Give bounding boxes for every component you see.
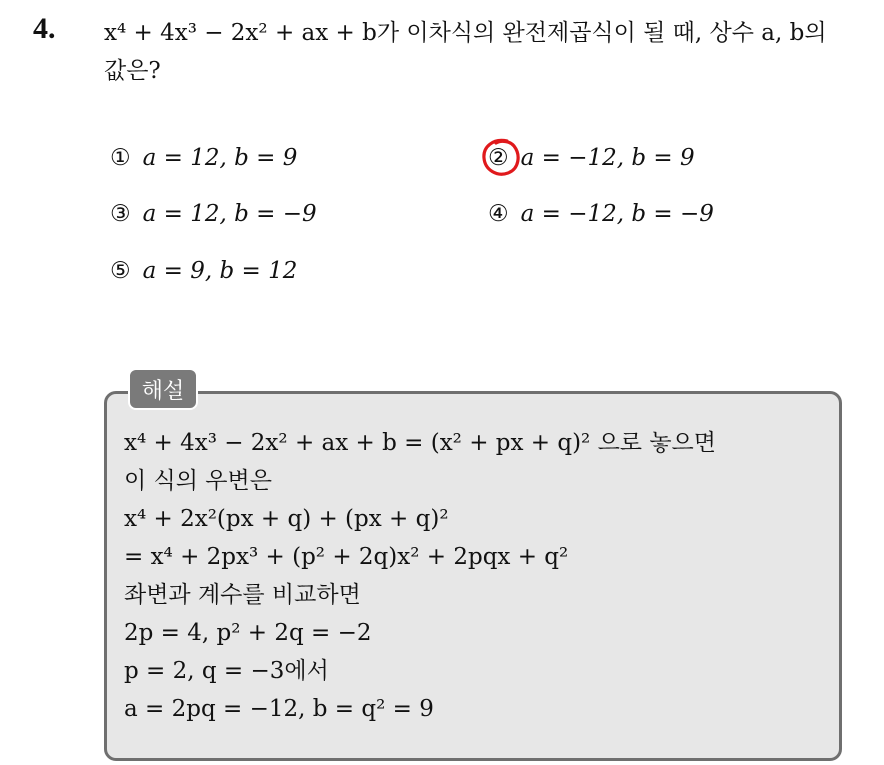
choice-4-text: a = −12, b = −9 <box>520 201 714 227</box>
choice-1[interactable] <box>110 143 297 173</box>
answer-circle-mark <box>477 133 525 181</box>
answer-choices <box>0 0 884 300</box>
question-text-line-1: x⁴ + 4x³ − 2x² + ax + b가 이차식의 완전제곱식이 될 때, 상수 a, b의 <box>104 20 827 46</box>
choice-5-text: a = 9, b = 12 <box>142 258 298 284</box>
solution-line-6: 2p = 4, p² + 2q = −2 <box>124 620 372 646</box>
choice-3[interactable] <box>110 199 317 229</box>
question-text-line-2: 값은? <box>104 58 161 84</box>
solution-line-5: 좌변과 계수를 비교하면 <box>124 582 361 608</box>
choice-1-text: a = 12, b = 9 <box>142 145 298 171</box>
solution-line-1: x⁴ + 4x³ − 2x² + ax + b = (x² + px + q)² 으로 놓으면 <box>124 430 716 456</box>
solution-tab-label: 해설 <box>128 368 198 410</box>
solution-line-3: x⁴ + 2x²(px + q) + (px + q)² <box>124 506 449 532</box>
choice-5-mark: ⑤ <box>110 258 131 284</box>
choice-5[interactable] <box>110 256 297 286</box>
choice-1-mark: ① <box>110 145 131 171</box>
choice-4[interactable] <box>488 199 714 229</box>
question-number: 4. <box>33 12 56 45</box>
choice-2-mark: ② <box>488 145 509 171</box>
answer-circle-stroke <box>484 140 518 174</box>
solution-line-8: a = 2pq = −12, b = q² = 9 <box>124 696 434 722</box>
solution-line-7: p = 2, q = −3에서 <box>124 658 329 684</box>
solution-line-4: = x⁴ + 2px³ + (p² + 2q)x² + 2pqx + q² <box>124 544 569 570</box>
solution-line-2: 이 식의 우변은 <box>124 468 272 494</box>
choice-2-text: a = −12, b = 9 <box>520 145 695 171</box>
choice-3-mark: ③ <box>110 201 131 227</box>
choice-4-mark: ④ <box>488 201 509 227</box>
solution-content <box>124 424 824 728</box>
choice-3-text: a = 12, b = −9 <box>142 201 317 227</box>
